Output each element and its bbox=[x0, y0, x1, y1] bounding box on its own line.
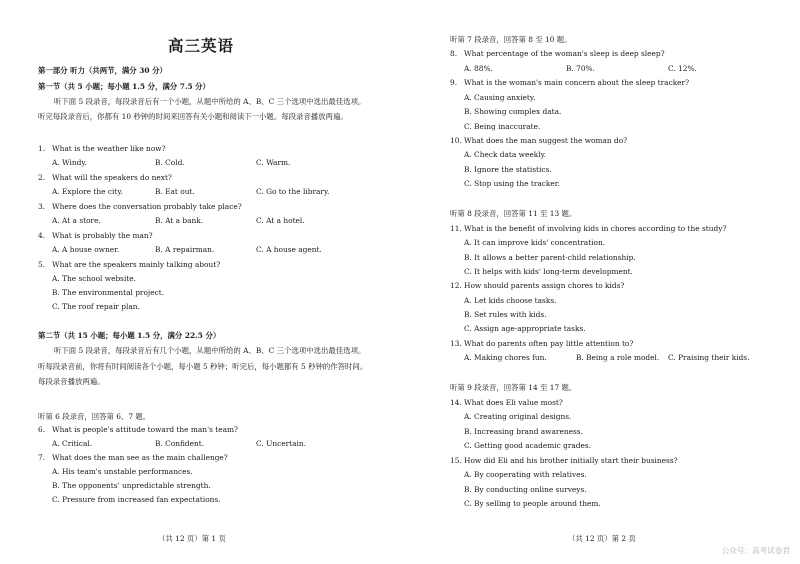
page-title: 高三英语 bbox=[168, 37, 235, 55]
section1-heading: 第一节（共 5 小题；每小题 1.5 分，满分 7.5 分） bbox=[38, 82, 210, 91]
option-10b: B. Ignore the statistics. bbox=[464, 165, 552, 174]
option-7b: B. The opponents' unpredictable strength. bbox=[52, 481, 211, 490]
section2-instructions: 听下面 5 段录音，每段录音后有几个小题，从题中所给的 A、B、C 三个选项中选出最佳选项。听每段录音前，你将有时间阅读各个小题，每小题 5 秒钟；听完后，每小题都有 5 秒钟的作答时间。每段录音播放两遍。 bbox=[38, 346, 368, 386]
option-1a: A. Windy. bbox=[52, 158, 87, 167]
question-1: 1. What is the weather like now? bbox=[38, 144, 166, 153]
option-12a: A. Let kids choose tasks. bbox=[464, 296, 557, 305]
option-4b: B. A repairman. bbox=[155, 245, 215, 254]
option-9c: C. Being inaccurate. bbox=[464, 122, 541, 131]
option-6a: A. Critical. bbox=[52, 439, 93, 448]
option-12c: C. Assign age-appropriate tasks. bbox=[464, 324, 586, 333]
option-2a: A. Explore the city. bbox=[52, 187, 123, 196]
option-4c: C. A house agent. bbox=[256, 245, 322, 254]
option-6b: B. Confident. bbox=[155, 439, 205, 448]
option-2b: B. Eat out. bbox=[155, 187, 195, 196]
option-3c: C. At a hotel. bbox=[256, 216, 305, 225]
option-13c: C. Praising their kids. bbox=[668, 353, 750, 362]
listen-7-instruction: 听第 7 段录音，回答第 8 至 10 题。 bbox=[450, 35, 572, 44]
option-13a: A. Making chores fun. bbox=[464, 353, 547, 362]
option-15c: C. By selling to people around them. bbox=[464, 499, 601, 508]
option-3a: A. At a store. bbox=[52, 216, 101, 225]
option-10c: C. Stop using the tracker. bbox=[464, 179, 560, 188]
option-9a: A. Causing anxiety. bbox=[464, 93, 536, 102]
option-2c: C. Go to the library. bbox=[256, 187, 330, 196]
question-12: 12. How should parents assign chores to kids? bbox=[450, 281, 625, 290]
option-6c: C. Uncertain. bbox=[256, 439, 306, 448]
question-15: 15. How did Eli and his brother initially start their business? bbox=[450, 456, 678, 465]
option-14a: A. Creating original designs. bbox=[464, 412, 572, 421]
option-1c: C. Warm. bbox=[256, 158, 291, 167]
option-15b: B. By conducting online surveys. bbox=[464, 485, 587, 494]
question-7: 7. What does the man see as the main challenge? bbox=[38, 453, 228, 462]
question-14: 14. What does Eli value most? bbox=[450, 398, 563, 407]
option-11c: C. It helps with kids' long-term development. bbox=[464, 267, 633, 276]
question-6: 6. What is people's attitude toward the man's team? bbox=[38, 425, 238, 434]
option-8c: C. 12%. bbox=[668, 64, 697, 73]
question-9: 9. What is the woman's main concern about the sleep tracker? bbox=[450, 78, 690, 87]
option-8b: B. 70%. bbox=[566, 64, 595, 73]
section2-heading: 第二节（共 15 小题；每小题 1.5 分，满分 22.5 分） bbox=[38, 331, 221, 340]
question-10: 10. What does the man suggest the woman do? bbox=[450, 136, 628, 145]
listen-9-instruction: 听第 9 段录音，回答第 14 至 17 题。 bbox=[450, 383, 577, 392]
option-5c: C. The roof repair plan. bbox=[52, 302, 140, 311]
question-5: 5. What are the speakers mainly talking about? bbox=[38, 260, 221, 269]
option-7c: C. Pressure from increased fan expectations. bbox=[52, 495, 221, 504]
page-1-footer: （共 12 页）第 1 页 bbox=[158, 534, 226, 543]
listen-6-instruction: 听第 6 段录音，回答第 6、7 题。 bbox=[38, 412, 151, 421]
option-3b: B. At a bank. bbox=[155, 216, 204, 225]
question-8: 8. What percentage of the woman's sleep is deep sleep? bbox=[450, 49, 665, 58]
option-9b: B. Showing complex data. bbox=[464, 107, 562, 116]
option-8a: A. 88%. bbox=[464, 64, 493, 73]
option-4a: A. A house owner. bbox=[52, 245, 120, 254]
page-2-footer: （共 12 页）第 2 页 bbox=[568, 534, 636, 543]
question-4: 4. What is probably the man? bbox=[38, 231, 153, 240]
option-10a: A. Check data weekly. bbox=[464, 150, 547, 159]
option-11a: A. It can improve kids' concentration. bbox=[464, 238, 606, 247]
option-5a: A. The school website. bbox=[52, 274, 137, 283]
option-15a: A. By cooperating with relatives. bbox=[464, 470, 587, 479]
option-14c: C. Getting good academic grades. bbox=[464, 441, 592, 450]
part1-heading: 第一部分 听力（共两节，满分 30 分） bbox=[38, 66, 167, 75]
option-11b: B. It allows a better parent-child relationship. bbox=[464, 253, 636, 262]
listen-8-instruction: 听第 8 段录音，回答第 11 至 13 题。 bbox=[450, 209, 577, 218]
option-5b: B. The environmental project. bbox=[52, 288, 165, 297]
option-13b: B. Being a role model. bbox=[576, 353, 660, 362]
option-1b: B. Cold. bbox=[155, 158, 185, 167]
option-7a: A. His team's unstable performances. bbox=[52, 467, 193, 476]
watermark: 公众号：高考试卷君 bbox=[721, 546, 790, 555]
question-2: 2. What will the speakers do next? bbox=[38, 173, 172, 182]
question-13: 13. What do parents often pay little attention to? bbox=[450, 339, 634, 348]
section1-instructions: 听下面 5 段录音，每段录音后有一个小题，从题中所给的 A、B、C 三个选项中选出最佳选项。听完每段录音后，你都有 10 秒钟的时间来回答有关小题和阅读下一小题。每段录音播放两遍。 bbox=[38, 97, 366, 121]
question-3: 3. Where does the conversation probably take place? bbox=[38, 202, 242, 211]
option-14b: B. Increasing brand awareness. bbox=[464, 427, 583, 436]
question-11: 11. What is the benefit of involving kids in chores according to the study? bbox=[450, 224, 727, 233]
option-12b: B. Set rules with kids. bbox=[464, 310, 547, 319]
